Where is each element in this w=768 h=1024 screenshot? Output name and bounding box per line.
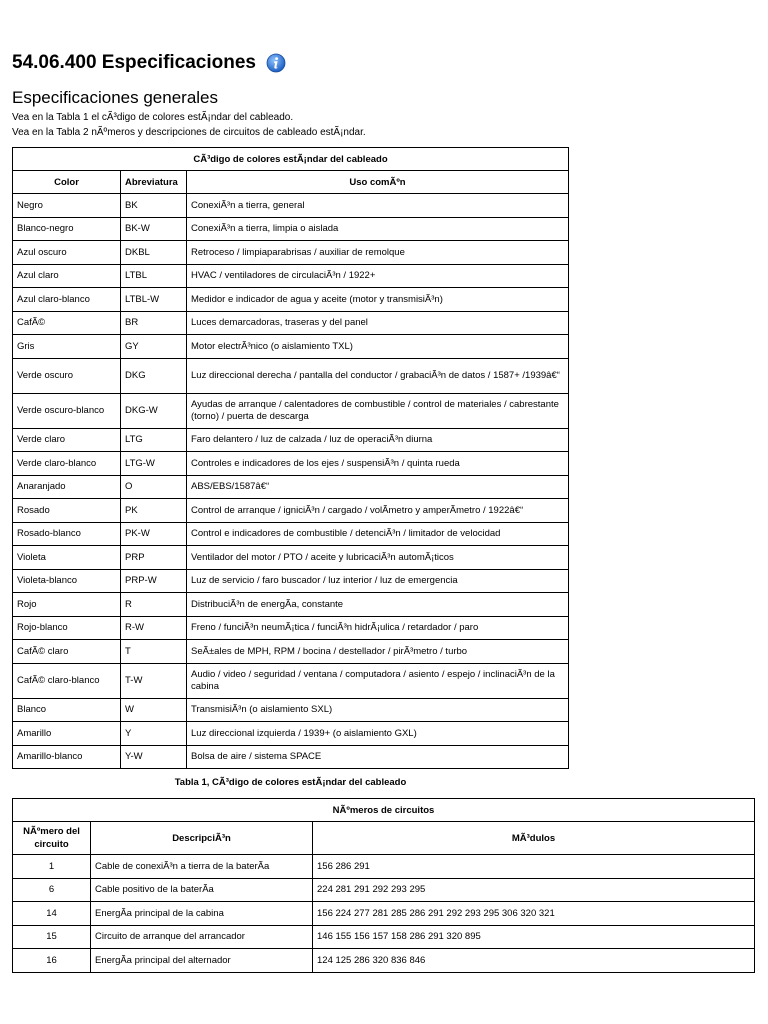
section-subtitle: Especificaciones generales xyxy=(12,88,219,107)
cell-abbreviation: LTG xyxy=(121,428,187,452)
cell-common-use: SeÃ±ales de MPH, RPM / bocina / destellador / pirÃ³metro / turbo xyxy=(187,640,569,664)
cell-color: Verde oscuro xyxy=(13,358,121,393)
cell-abbreviation: LTBL xyxy=(121,264,187,288)
table-row xyxy=(13,335,569,359)
table-row xyxy=(13,264,569,288)
cell-abbreviation: PK xyxy=(121,499,187,523)
col-header-color: Color xyxy=(13,171,121,194)
cell-abbreviation: T-W xyxy=(121,663,187,698)
page-title-text: 54.06.400 Especificaciones xyxy=(12,52,256,73)
cell-abbreviation: LTG-W xyxy=(121,452,187,476)
cell-color: Verde claro xyxy=(13,428,121,452)
cell-modules: 146 155 156 157 158 286 291 320 895 xyxy=(313,925,755,949)
cell-abbreviation: R xyxy=(121,593,187,617)
cell-abbreviation: PRP-W xyxy=(121,569,187,593)
table1-title: CÃ³digo de colores estÃ¡ndar del cableado xyxy=(13,148,569,171)
cell-common-use: Luz direccional izquierda / 1939+ (o aislamiento GXL) xyxy=(187,722,569,746)
cell-common-use: Ayudas de arranque / calentadores de combustible / control de materiales / cabrestante (torno) / puerta de descarga xyxy=(187,393,569,428)
table-row xyxy=(13,745,569,769)
cell-color: Negro xyxy=(13,194,121,218)
cell-color: Blanco-negro xyxy=(13,217,121,241)
cell-circuit-number: 1 xyxy=(13,855,91,879)
cell-abbreviation: BR xyxy=(121,311,187,335)
page-title xyxy=(12,52,286,74)
cell-abbreviation: Y xyxy=(121,722,187,746)
cell-circuit-number: 16 xyxy=(13,949,91,973)
table-row xyxy=(13,878,755,902)
cell-common-use: Luz de servicio / faro buscador / luz interior / luz de emergencia xyxy=(187,569,569,593)
table-row xyxy=(13,452,569,476)
cell-color: Azul oscuro xyxy=(13,241,121,265)
intro-line-1: Vea en la Tabla 1 el cÃ³digo de colores estÃ¡ndar del cableado. xyxy=(12,112,294,123)
cell-color: Violeta xyxy=(13,546,121,570)
cell-circuit-number: 14 xyxy=(13,902,91,926)
cell-common-use: Control de arranque / igniciÃ³n / cargado / volÃmetro y amperÃmetro / 1922â€“ xyxy=(187,499,569,523)
cell-abbreviation: GY xyxy=(121,335,187,359)
cell-color: Verde oscuro-blanco xyxy=(13,393,121,428)
col-header-use: Uso comÃºn xyxy=(187,171,569,194)
col-header-modules: MÃ³dulos xyxy=(313,822,755,855)
cell-common-use: Ventilador del motor / PTO / aceite y lubricaciÃ³n automÃ¡ticos xyxy=(187,546,569,570)
table-row xyxy=(13,311,569,335)
cell-color: Amarillo xyxy=(13,722,121,746)
table-row xyxy=(13,393,569,428)
cell-color: Rosado-blanco xyxy=(13,522,121,546)
cell-color: Rojo xyxy=(13,593,121,617)
table-row xyxy=(13,569,569,593)
table-row xyxy=(13,640,569,664)
cell-abbreviation: DKG-W xyxy=(121,393,187,428)
table-row xyxy=(13,475,569,499)
table-row xyxy=(13,217,569,241)
cell-color: Violeta-blanco xyxy=(13,569,121,593)
cell-abbreviation: DKBL xyxy=(121,241,187,265)
table-row xyxy=(13,358,569,393)
cell-common-use: DistribuciÃ³n de energÃa, constante xyxy=(187,593,569,617)
cell-modules: 224 281 291 292 293 295 xyxy=(313,878,755,902)
cell-abbreviation: PRP xyxy=(121,546,187,570)
table-row xyxy=(13,522,569,546)
cell-color: CafÃ© claro-blanco xyxy=(13,663,121,698)
table-row xyxy=(13,722,569,746)
cell-color: Gris xyxy=(13,335,121,359)
table-row xyxy=(13,925,755,949)
col-header-description: DescripciÃ³n xyxy=(91,822,313,855)
color-code-table xyxy=(12,147,569,769)
cell-description: Circuito de arranque del arrancador xyxy=(91,925,313,949)
cell-color: Verde claro-blanco xyxy=(13,452,121,476)
table-row xyxy=(13,663,569,698)
cell-color: Blanco xyxy=(13,698,121,722)
table-row xyxy=(13,698,569,722)
cell-common-use: Freno / funciÃ³n neumÃ¡tica / funciÃ³n hidrÃ¡ulica / retardador / paro xyxy=(187,616,569,640)
cell-common-use: HVAC / ventiladores de circulaciÃ³n / 1922+ xyxy=(187,264,569,288)
cell-abbreviation: O xyxy=(121,475,187,499)
cell-modules: 156 286 291 xyxy=(313,855,755,879)
table-row xyxy=(13,855,755,879)
table-row xyxy=(13,949,755,973)
cell-description: Cable de conexiÃ³n a tierra de la baterÃa xyxy=(91,855,313,879)
cell-abbreviation: DKG xyxy=(121,358,187,393)
cell-color: Rojo-blanco xyxy=(13,616,121,640)
cell-description: EnergÃa principal de la cabina xyxy=(91,902,313,926)
table-row xyxy=(13,194,569,218)
info-icon[interactable] xyxy=(266,53,286,73)
cell-common-use: Luces demarcadoras, traseras y del panel xyxy=(187,311,569,335)
cell-description: EnergÃa principal del alternador xyxy=(91,949,313,973)
cell-common-use: Motor electrÃ³nico (o aislamiento TXL) xyxy=(187,335,569,359)
table-row xyxy=(13,546,569,570)
circuit-numbers-table xyxy=(12,798,755,973)
table-row xyxy=(13,288,569,312)
cell-color: Azul claro xyxy=(13,264,121,288)
table-row xyxy=(13,241,569,265)
table-row xyxy=(13,593,569,617)
cell-circuit-number: 15 xyxy=(13,925,91,949)
cell-color: CafÃ© claro xyxy=(13,640,121,664)
cell-color: Azul claro-blanco xyxy=(13,288,121,312)
cell-common-use: Controles e indicadores de los ejes / suspensiÃ³n / quinta rueda xyxy=(187,452,569,476)
cell-abbreviation: BK xyxy=(121,194,187,218)
table-row xyxy=(13,616,569,640)
cell-common-use: Luz direccional derecha / pantalla del conductor / grabaciÃ³n de datos / 1587+ /1939â€“ xyxy=(187,358,569,393)
cell-color: Rosado xyxy=(13,499,121,523)
cell-common-use: TransmisiÃ³n (o aislamiento SXL) xyxy=(187,698,569,722)
table2-title: NÃºmeros de circuitos xyxy=(13,799,755,822)
cell-abbreviation: R-W xyxy=(121,616,187,640)
cell-common-use: Retroceso / limpiaparabrisas / auxiliar de remolque xyxy=(187,241,569,265)
cell-color: CafÃ© xyxy=(13,311,121,335)
cell-common-use: ABS/EBS/1587â€“ xyxy=(187,475,569,499)
cell-common-use: Faro delantero / luz de calzada / luz de operaciÃ³n diurna xyxy=(187,428,569,452)
table-row xyxy=(13,902,755,926)
cell-common-use: ConexiÃ³n a tierra, limpia o aislada xyxy=(187,217,569,241)
cell-color: Amarillo-blanco xyxy=(13,745,121,769)
cell-abbreviation: LTBL-W xyxy=(121,288,187,312)
cell-abbreviation: Y-W xyxy=(121,745,187,769)
cell-common-use: Bolsa de aire / sistema SPACE xyxy=(187,745,569,769)
cell-common-use: Audio / video / seguridad / ventana / computadora / asiento / espejo / inclinaciÃ³n de la cabina xyxy=(187,663,569,698)
cell-abbreviation: BK-W xyxy=(121,217,187,241)
cell-common-use: Medidor e indicador de agua y aceite (motor y transmisiÃ³n) xyxy=(187,288,569,312)
table-row xyxy=(13,428,569,452)
table-row xyxy=(13,499,569,523)
cell-description: Cable positivo de la baterÃa xyxy=(91,878,313,902)
cell-common-use: ConexiÃ³n a tierra, general xyxy=(187,194,569,218)
col-header-abbr: Abreviatura xyxy=(121,171,187,194)
cell-color: Anaranjado xyxy=(13,475,121,499)
cell-abbreviation: W xyxy=(121,698,187,722)
cell-modules: 124 125 286 320 836 846 xyxy=(313,949,755,973)
cell-common-use: Control e indicadores de combustible / detenciÃ³n / limitador de velocidad xyxy=(187,522,569,546)
cell-abbreviation: T xyxy=(121,640,187,664)
table1-caption: Tabla 1, CÃ³digo de colores estÃ¡ndar del cableado xyxy=(174,777,407,788)
cell-circuit-number: 6 xyxy=(13,878,91,902)
col-header-circuit-number: NÃºmero del circuito xyxy=(13,822,91,855)
cell-abbreviation: PK-W xyxy=(121,522,187,546)
cell-modules: 156 224 277 281 285 286 291 292 293 295 306 320 321 xyxy=(313,902,755,926)
intro-line-2: Vea en la Tabla 2 nÃºmeros y descripciones de circuitos de cableado estÃ¡ndar. xyxy=(12,127,366,138)
